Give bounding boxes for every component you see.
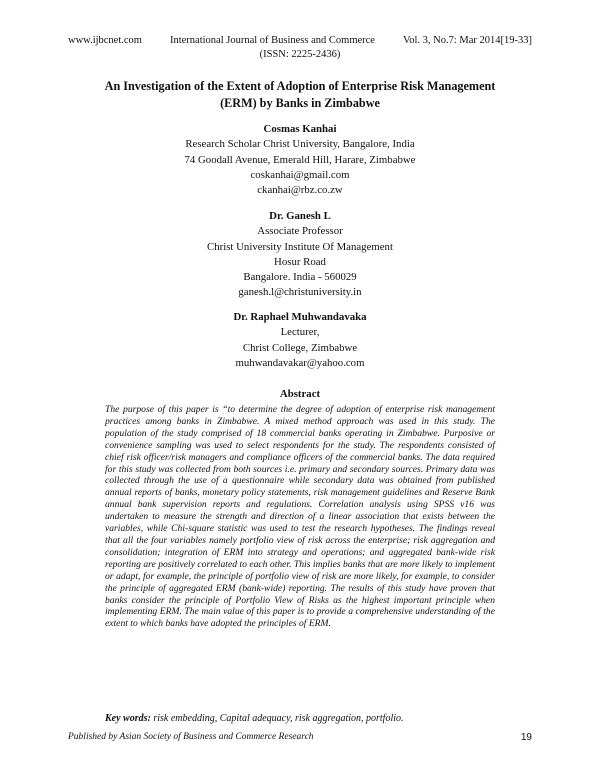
author-address: Bangalore. India - 560029 [243, 271, 357, 284]
journal-issue: Vol. 3, No.7: Mar 2014[19-33] [402, 35, 532, 46]
title-line-2: (ERM) by Banks in Zimbabwe [220, 96, 380, 110]
journal-website: www.ijbcnet.com [68, 35, 142, 46]
abstract-body: The purpose of this paper is “to determine the degree of adoption of enterprise risk management practices among banks in Zimbabwe. A mixed method approach was used in this study. The population of the study comprised of 18 commercial banks operating in Zimbabwe. Purposive or convenience sampling was used to select respondents for the study. The respondents consisted of chief risk officer/risk managers and compliance officers of the commercial banks. The data required for this study was collected from both sources i.e. primary and secondary sources. Primary data was collected through the use of a questionnaire while secondary data was obtained from published annual reports of banks, monetary policy statements, risk management guidelines and Reserve Bank annual bank supervision reports and regulations. Correlation analysis using SPSS v16 was undertaken to measure the strength and direction of a linear association that exists between the variables, while Chi-square statistic was used to test the research hypotheses. The findings reveal that all the four variables namely portfolio view of risk across the enterprise; risk aggregation and consolidation; integration of ERM into strategy and operations; and aggregated bank-wide risk reporting are positively correlated to each other. This implies banks that are more likely to implement or adapt, for example, the principle of portfolio view of risk are more likely, for example, to consider the principle of aggregated ERM (bank-wide) reporting. The results of this study have proven that banks consider the principle of Portfolio View of Risks as the highest important principle when implementing ERM. The main value of this paper is to provide a comprehensive understanding of the extent to which banks have adopted the principles of ERM. [105, 404, 495, 630]
keywords-label: Key words: [105, 713, 151, 724]
author-email: muhwandavakar@yahoo.com [235, 356, 365, 369]
author-1 [100, 122, 500, 198]
author-2 [100, 209, 500, 301]
title-line-1: An Investigation of the Extent of Adoption of Enterprise Risk Management [104, 79, 496, 93]
paper-title [90, 78, 510, 112]
author-affiliation: Christ College, Zimbabwe [242, 341, 358, 354]
header-row [68, 34, 532, 48]
author-position: Lecturer, [280, 326, 320, 339]
author-name: Dr. Ganesh L [269, 210, 331, 222]
author-name: Dr. Raphael Muhwandavaka [233, 311, 367, 323]
journal-name: International Journal of Business and Commerce [169, 35, 375, 46]
keywords-text: risk embedding, Capital adequacy, risk aggregation, portfolio. [153, 713, 404, 724]
author-address: 74 Goodall Avenue, Emerald Hill, Harare, Zimbabwe [184, 153, 416, 166]
author-3 [100, 310, 500, 371]
author-affiliation: Research Scholar Christ University, Bangalore, India [185, 138, 415, 151]
page-footer [68, 732, 532, 743]
author-email: coskanhai@gmail.com [250, 168, 350, 181]
author-address: Hosur Road [274, 255, 326, 268]
author-email: ckanhai@rbz.co.zw [257, 184, 343, 197]
author-name: Cosmas Kanhai [263, 123, 337, 135]
running-header [68, 34, 532, 62]
author-position: Associate Professor [257, 225, 343, 238]
author-affiliation: Christ University Institute Of Management [207, 240, 393, 253]
publisher-note: Published by Asian Society of Business and Commerce Research [68, 732, 314, 742]
author-email: ganesh.l@christuniversity.in [238, 286, 362, 299]
page-number: 19 [520, 732, 532, 743]
keywords [105, 712, 495, 725]
abstract-heading: Abstract [279, 388, 321, 400]
journal-issn: (ISSN: 2225-2436) [259, 49, 341, 60]
